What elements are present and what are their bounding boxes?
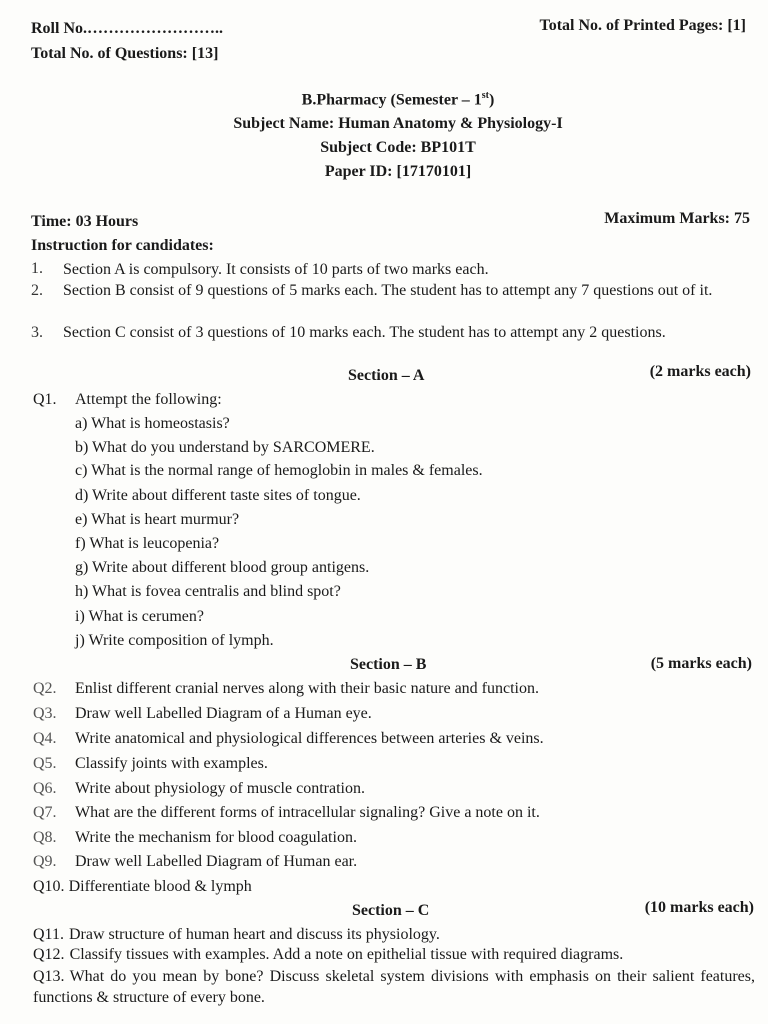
question-8 <box>33 829 357 847</box>
question-text: What are the different forms of intracellular signaling? Give a note on it. <box>75 804 540 821</box>
instruction-heading: Instruction for candidates: <box>31 237 214 254</box>
question-number: Q12. <box>33 946 65 963</box>
question-4 <box>33 730 544 748</box>
question-2 <box>33 680 539 698</box>
q1-part: a) What is homeostasis? <box>75 415 230 432</box>
q1-part: c) What is the normal range of hemoglobin in males & females. <box>75 462 483 479</box>
q1-part: f) What is leucopenia? <box>75 535 220 552</box>
total-questions: Total No. of Questions: [13] <box>31 45 219 62</box>
question-7 <box>33 804 540 822</box>
question-number: Q6. <box>33 780 57 797</box>
program-title <box>0 90 768 109</box>
time-allowed: Time: 03 Hours <box>31 213 139 230</box>
section-a-marks: (2 marks each) <box>649 363 751 380</box>
instruction-number: 3. <box>31 324 43 341</box>
total-printed-pages: Total No. of Printed Pages: [1] <box>539 17 746 34</box>
question-number: Q13. <box>33 968 65 985</box>
question-number: Q7. <box>33 804 57 821</box>
question-12 <box>33 946 623 964</box>
question-text: Classify tissues with examples. Add a note on epithelial tissue with required diagrams. <box>69 946 624 963</box>
question-text: Differentiate blood & lymph <box>68 878 252 895</box>
question-text: Draw well Labelled Diagram of a Human eye. <box>75 705 372 722</box>
question-text: What do you mean by bone? Discuss skeletal system divisions with emphasis on their salient features, functions & structure of every bone. <box>33 968 755 1006</box>
maximum-marks: Maximum Marks: 75 <box>604 210 750 227</box>
question-text: Draw structure of human heart and discuss its physiology. <box>68 926 440 943</box>
q1-part: e) What is heart murmur? <box>75 511 240 528</box>
instruction-text: Section A is compulsory. It consists of 10 parts of two marks each. <box>63 261 489 278</box>
section-b-title: Section – B <box>350 656 427 673</box>
question-text: Attempt the following: <box>75 391 222 408</box>
question-text: Write about physiology of muscle contration. <box>75 780 365 797</box>
question-6 <box>33 780 365 798</box>
roll-no: Roll No.…………………….. <box>31 20 223 37</box>
question-text: Draw well Labelled Diagram of Human ear. <box>75 853 358 870</box>
subject-code: Subject Code: BP101T <box>320 139 476 156</box>
section-c-title: Section – C <box>352 902 430 919</box>
program-text: B.Pharmacy (Semester – 1 <box>301 91 482 109</box>
q1-part: b) What do you understand by SARCOMERE. <box>75 439 375 456</box>
question-text: Enlist different cranial nerves along with their basic nature and function. <box>75 680 539 697</box>
section-b-marks: (5 marks each) <box>650 655 752 672</box>
question-number: Q8. <box>33 829 57 846</box>
q1-part: d) Write about different taste sites of tongue. <box>75 487 361 504</box>
question-text: Write anatomical and physiological differences between arteries & veins. <box>75 730 544 747</box>
question-number: Q5. <box>33 755 57 772</box>
section-a-title: Section – A <box>348 367 425 384</box>
question-number: Q3. <box>33 705 57 722</box>
q1-part: j) Write composition of lymph. <box>75 632 274 649</box>
question-13 <box>33 966 755 1008</box>
question-number: Q4. <box>33 730 57 747</box>
instruction-text: Section B consist of 9 questions of 5 marks each. The student has to attempt any 7 questions out of it. <box>63 282 713 299</box>
section-c-marks: (10 marks each) <box>644 899 754 916</box>
q1-part: h) What is fovea centralis and blind spot? <box>75 583 341 600</box>
question-number: Q2. <box>33 680 57 697</box>
question-10 <box>33 878 252 896</box>
instruction-number: 1. <box>31 260 43 277</box>
q1-part: g) Write about different blood group antigens. <box>75 559 370 576</box>
question-11 <box>33 926 440 944</box>
instruction-text: Section C consist of 3 questions of 10 marks each. The student has to attempt any 2 questions. <box>63 324 666 341</box>
question-3 <box>33 705 372 723</box>
question-number: Q10. <box>33 878 65 895</box>
question-number: Q11. <box>33 926 64 943</box>
paper-id: Paper ID: [17170101] <box>324 163 472 180</box>
question-number: Q9. <box>33 853 57 870</box>
question-text: Classify joints with examples. <box>75 755 268 772</box>
question-text: Write the mechanism for blood coagulation. <box>75 829 357 846</box>
question-1 <box>33 391 222 409</box>
subject-name: Subject Name: Human Anatomy & Physiology-I <box>233 115 563 132</box>
question-9 <box>33 853 357 871</box>
program-close: ) <box>489 91 495 109</box>
q1-part: i) What is cerumen? <box>75 608 204 625</box>
program-sup: st <box>481 90 489 101</box>
instruction-number: 2. <box>31 282 43 299</box>
question-number: Q1. <box>33 391 57 408</box>
question-5 <box>33 755 268 773</box>
